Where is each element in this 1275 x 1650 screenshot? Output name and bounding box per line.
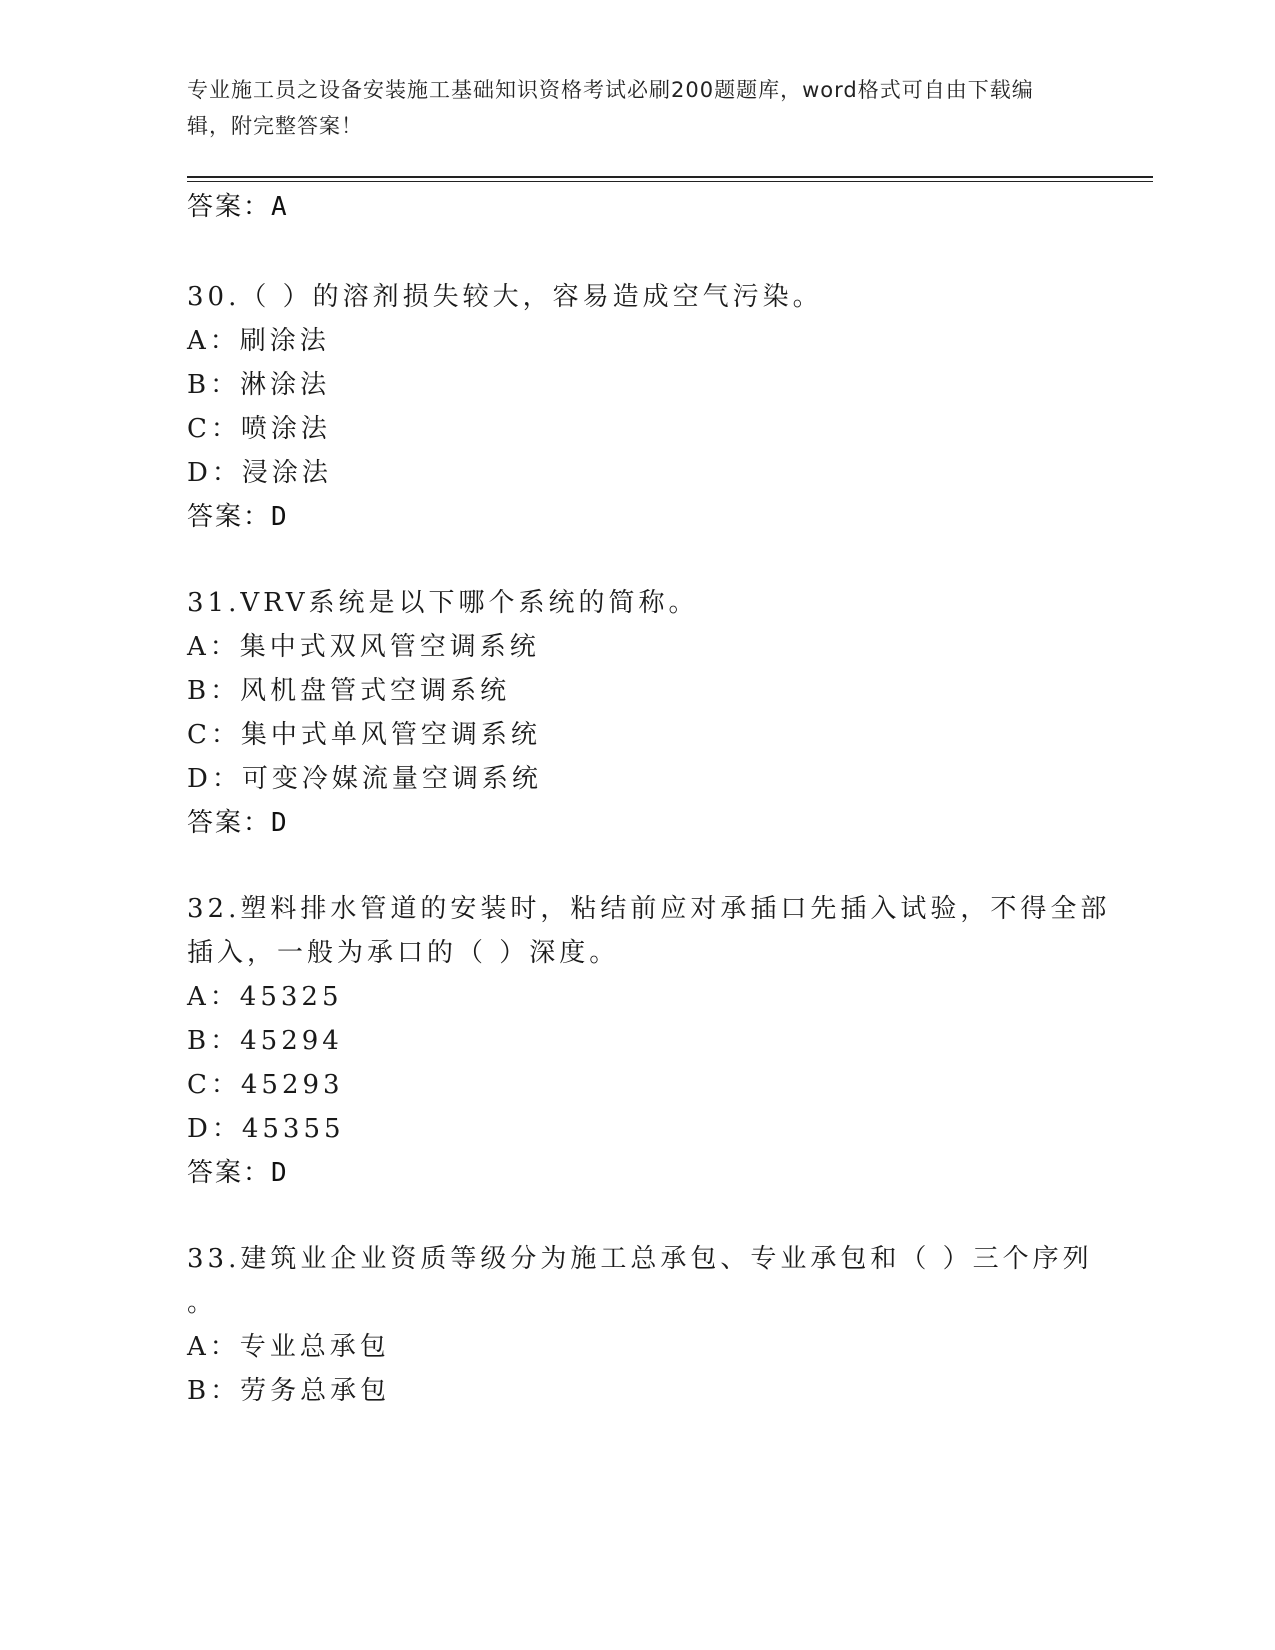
previous-answer	[187, 186, 289, 223]
header-divider-thin	[187, 181, 1153, 182]
header-divider-thick	[187, 176, 1153, 178]
question-33-stem-line-2: 。	[187, 1288, 218, 1318]
question-32-stem-line-2: 插入，一般为承口的（ ）深度。	[187, 938, 620, 968]
question-32-stem-line-1: 32.塑料排水管道的安装时，粘结前应对承插口先插入试验，不得全部	[187, 894, 1111, 924]
question-30-stem: 30.（ ）的溶剂损失较大，容易造成空气污染。	[187, 282, 823, 312]
question-33-option-b: B：劳务总承包	[187, 1376, 391, 1406]
question-31-stem: 31.VRV系统是以下哪个系统的简称。	[187, 588, 699, 618]
answer-label: 答案：	[187, 1158, 272, 1188]
answer-value: D	[271, 502, 289, 532]
question-33-stem-line-1: 33.建筑业企业资质等级分为施工总承包、专业承包和（ ）三个序列	[187, 1244, 1093, 1274]
question-30-option-c: C：喷涂法	[187, 414, 331, 444]
answer-value: D	[271, 808, 289, 838]
question-32-answer	[187, 1152, 289, 1189]
question-30-option-b: B：淋涂法	[187, 370, 331, 400]
document-header: 专业施工员之设备安装施工基础知识资格考试必刷200题题库，word格式可自由下载编辑，附完整答案！	[187, 78, 1034, 138]
question-31-answer	[187, 802, 289, 839]
question-30-option-d: D：浸涂法	[187, 458, 332, 488]
answer-label: 答案：	[187, 808, 272, 838]
question-30-answer	[187, 496, 289, 533]
answer-value: D	[271, 1158, 289, 1188]
answer-label: 答案：	[187, 192, 272, 222]
question-32-option-d: D：45355	[187, 1114, 345, 1144]
question-32-option-a: A：45325	[187, 982, 343, 1012]
question-33-option-a: A：专业总承包	[187, 1332, 390, 1362]
question-31-option-b: B：风机盘管式空调系统	[187, 676, 511, 706]
question-31-option-a: A：集中式双风管空调系统	[187, 632, 540, 662]
question-32-option-b: B：45294	[187, 1026, 343, 1056]
answer-value: A	[271, 192, 289, 222]
question-30-option-a: A：刷涂法	[187, 326, 330, 356]
question-31-option-c: C：集中式单风管空调系统	[187, 720, 541, 750]
question-31-option-d: D：可变冷媒流量空调系统	[187, 764, 542, 794]
answer-label: 答案：	[187, 502, 272, 532]
question-32-option-c: C：45293	[187, 1070, 344, 1100]
